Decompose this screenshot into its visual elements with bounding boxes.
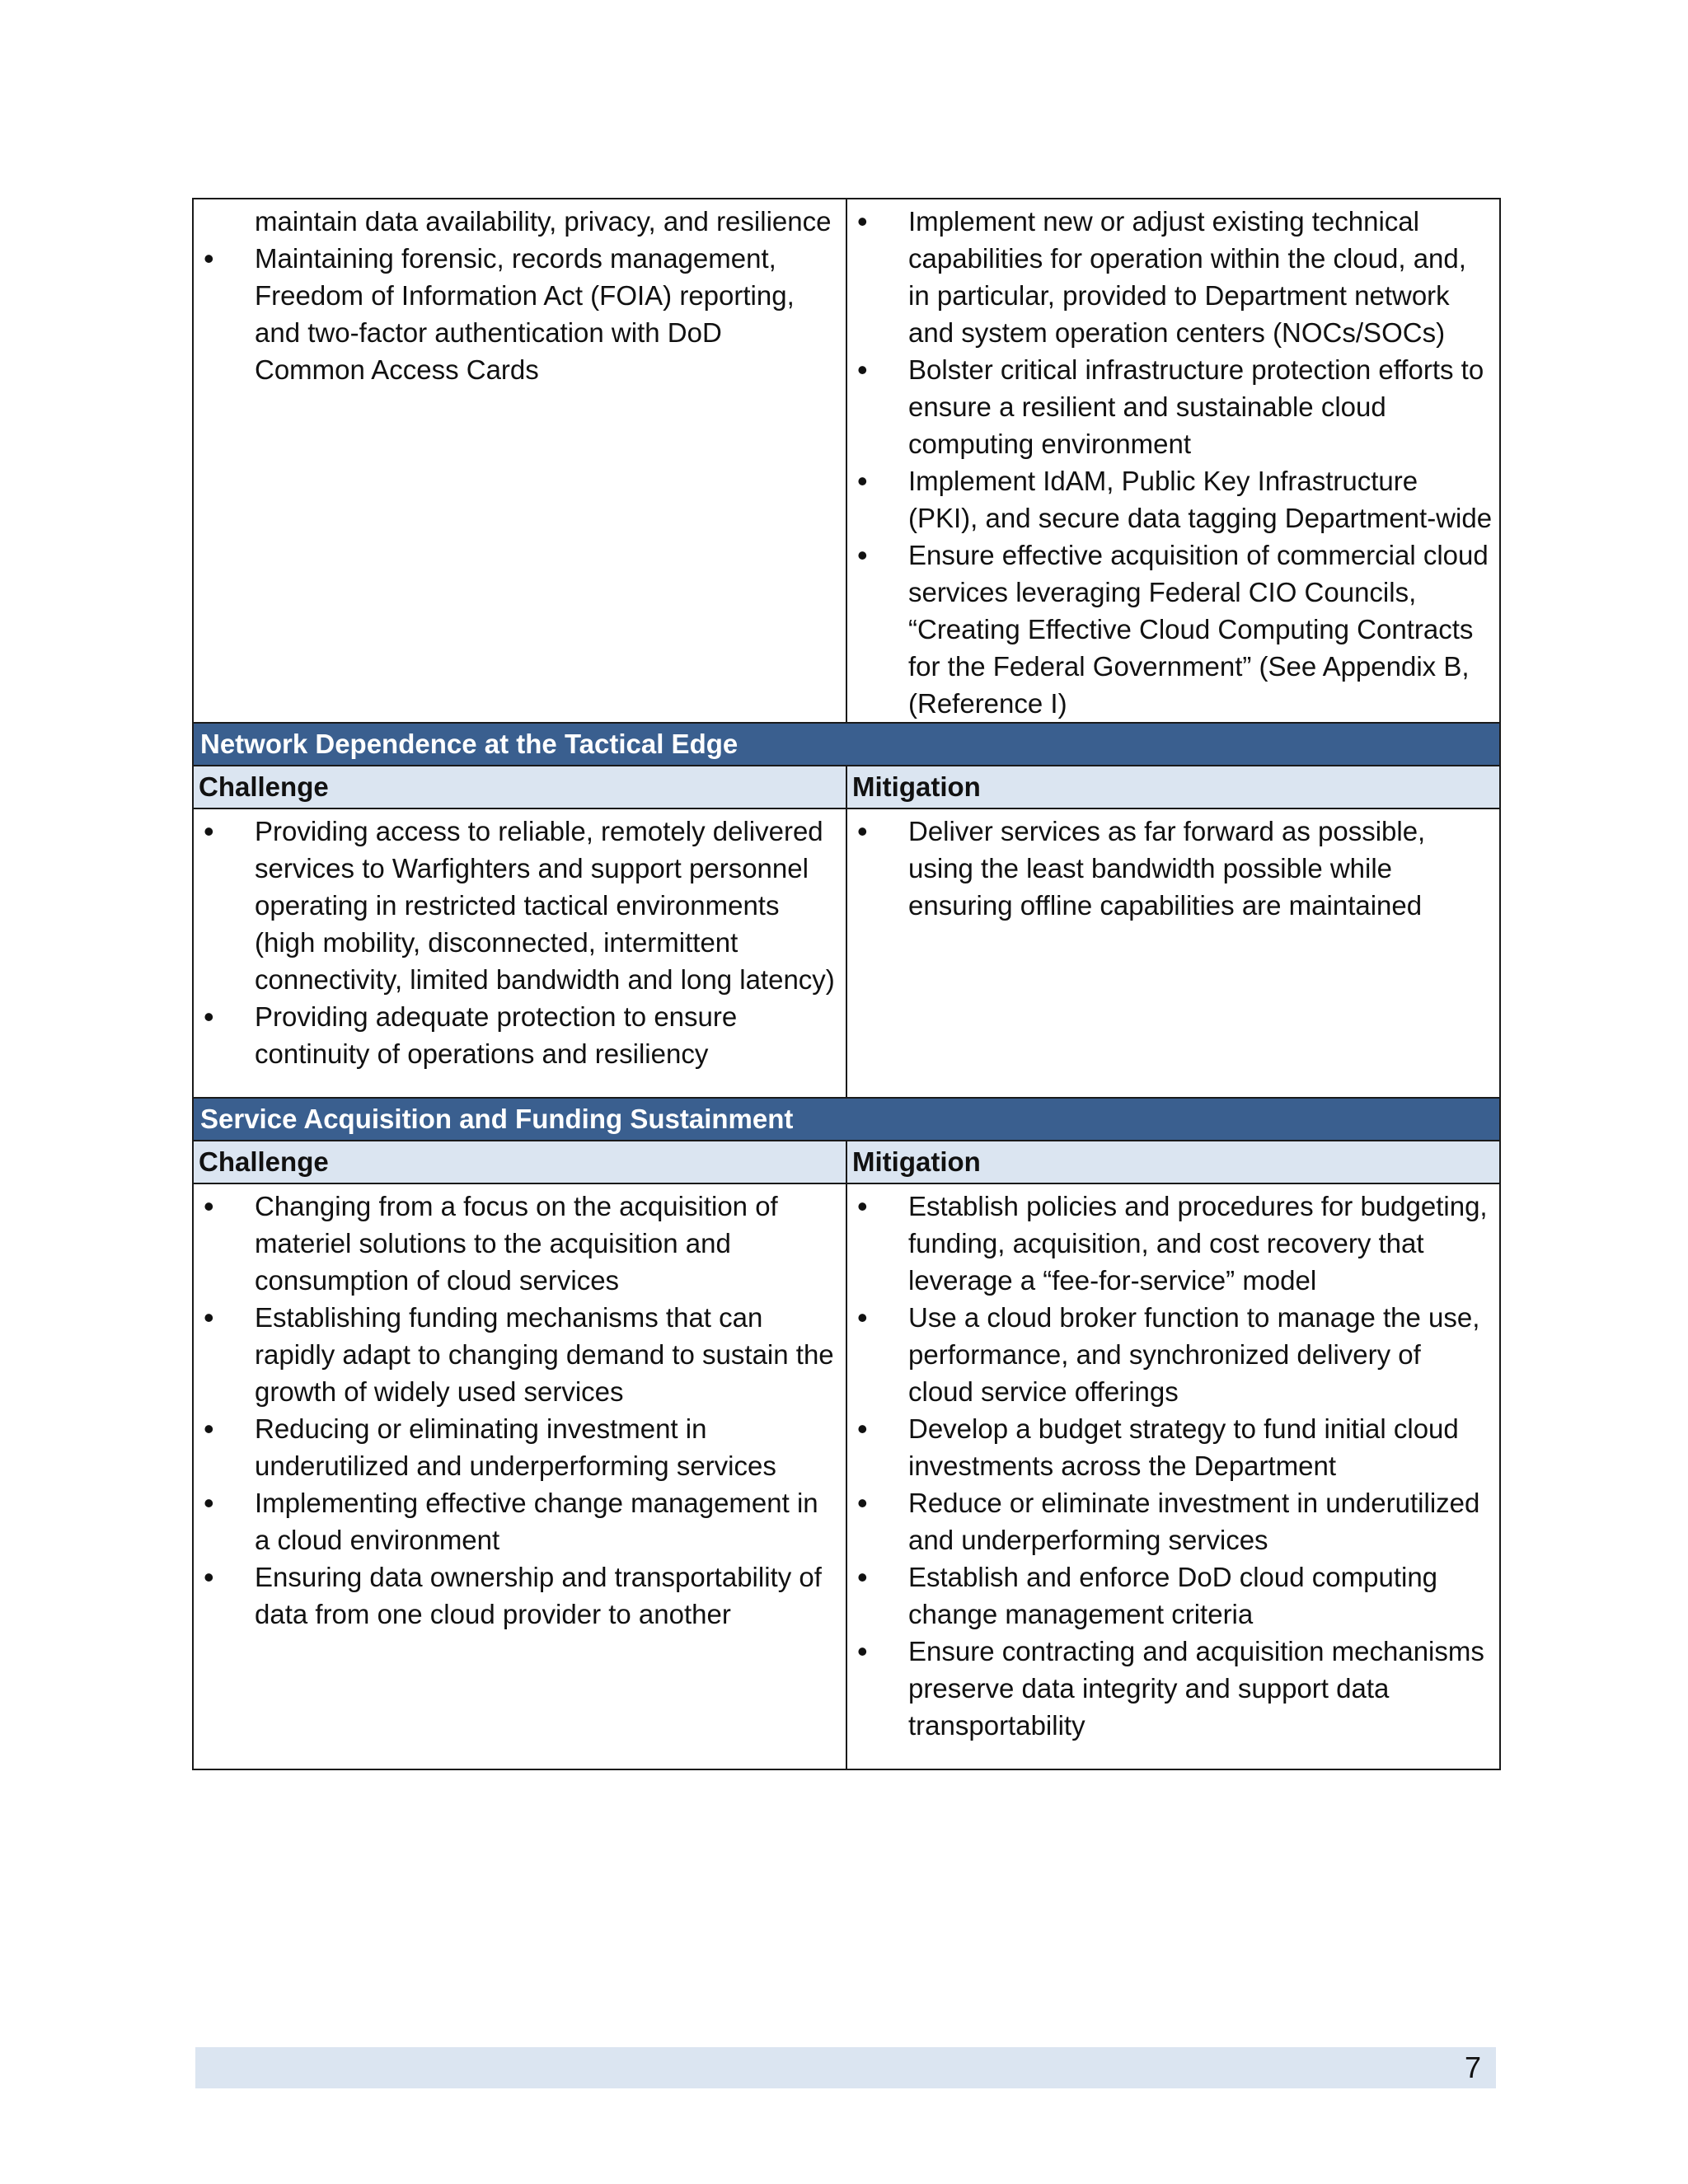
list-item: • Providing access to reliable, remotely delivered services to Warfighters and support personnel operating in restricted tactical environments (high mobility, disconnected, intermittent connectivity, limited bandwidth and long latency) bbox=[194, 813, 839, 998]
page-footer bbox=[195, 2047, 1496, 2088]
page-number: 7 bbox=[1464, 2050, 1481, 2084]
list-item: • Ensure contracting and acquisition mechanisms preserve data integrity and support data transportability bbox=[847, 1633, 1493, 1744]
list-item: • Providing adequate protection to ensure continuity of operations and resiliency bbox=[194, 998, 839, 1072]
list-item: • Ensuring data ownership and transportability of data from one cloud provider to another bbox=[194, 1558, 839, 1633]
list-item: • Reducing or eliminating investment in underutilized and underperforming services bbox=[194, 1410, 839, 1484]
challenge-cell bbox=[193, 808, 846, 1098]
list-item: • Implementing effective change management in a cloud environment bbox=[194, 1484, 839, 1558]
challenge-header: Challenge bbox=[193, 766, 846, 808]
list-item: • Develop a budget strategy to fund initial cloud investments across the Department bbox=[847, 1410, 1493, 1484]
challenge-cell bbox=[193, 1183, 846, 1769]
list-item: • Establishing funding mechanisms that can rapidly adapt to changing demand to sustain the growth of widely used services bbox=[194, 1299, 839, 1410]
list-item: maintain data availability, privacy, and resilience bbox=[255, 206, 832, 237]
section-content-row bbox=[193, 808, 1500, 1098]
challenge-header: Challenge bbox=[193, 1141, 846, 1183]
continued-mitigation-list bbox=[847, 199, 1499, 722]
list-item: • Maintaining forensic, records management, Freedom of Information Act (FOIA) reporting, and two-factor authentication with DoD Common Access Cards bbox=[194, 240, 839, 388]
list-item: • Reduce or eliminate investment in underutilized and underperforming services bbox=[847, 1484, 1493, 1558]
mitigation-header: Mitigation bbox=[846, 766, 1500, 808]
section-header-row bbox=[193, 1098, 1500, 1141]
column-header-row bbox=[193, 766, 1500, 808]
list-item: • Ensure effective acquisition of commercial cloud services leveraging Federal CIO Councils, “Creating Effective Cloud Computing Contracts for the Federal Government” (See Appendix B,(Reference I) bbox=[847, 537, 1493, 722]
list-item: • Establish and enforce DoD cloud computing change management criteria bbox=[847, 1558, 1493, 1633]
mitigation-cell bbox=[846, 1183, 1500, 1769]
section-title: Service Acquisition and Funding Sustainment bbox=[193, 1098, 1500, 1141]
continued-challenge-list bbox=[194, 199, 846, 388]
section-title: Network Dependence at the Tactical Edge bbox=[193, 723, 1500, 766]
continued-mitigation-cell bbox=[846, 199, 1500, 723]
section-content-row bbox=[193, 1183, 1500, 1769]
column-header-row bbox=[193, 1141, 1500, 1183]
challenge-list bbox=[194, 809, 846, 1072]
list-item: • Deliver services as far forward as possible, using the least bandwidth possible while ensuring offline capabilities are maintained bbox=[847, 813, 1493, 924]
challenge-list bbox=[194, 1184, 846, 1633]
list-item: • Establish policies and procedures for budgeting, funding, acquisition, and cost recovery that leverage a “fee-for-service” model bbox=[847, 1188, 1493, 1299]
mitigation-cell bbox=[846, 808, 1500, 1098]
challenge-mitigation-table bbox=[192, 198, 1501, 1770]
list-item: • Use a cloud broker function to manage the use, performance, and synchronized delivery of cloud service offerings bbox=[847, 1299, 1493, 1410]
mitigation-list bbox=[847, 1184, 1499, 1744]
mitigation-list bbox=[847, 809, 1499, 924]
continued-challenge-cell bbox=[193, 199, 846, 723]
list-item: • Bolster critical infrastructure protection efforts to ensure a resilient and sustainable cloud computing environment bbox=[847, 351, 1493, 462]
section-header-row bbox=[193, 723, 1500, 766]
list-item: • Implement new or adjust existing technical capabilities for operation within the cloud, and, in particular, provided to Department network and system operation centers (NOCs/SOCs) bbox=[847, 203, 1493, 351]
mitigation-header: Mitigation bbox=[846, 1141, 1500, 1183]
list-item: • Changing from a focus on the acquisition of materiel solutions to the acquisition and consumption of cloud services bbox=[194, 1188, 839, 1299]
list-item: • Implement IdAM, Public Key Infrastructure (PKI), and secure data tagging Department-wide bbox=[847, 462, 1493, 537]
continuation-row bbox=[193, 199, 1500, 723]
